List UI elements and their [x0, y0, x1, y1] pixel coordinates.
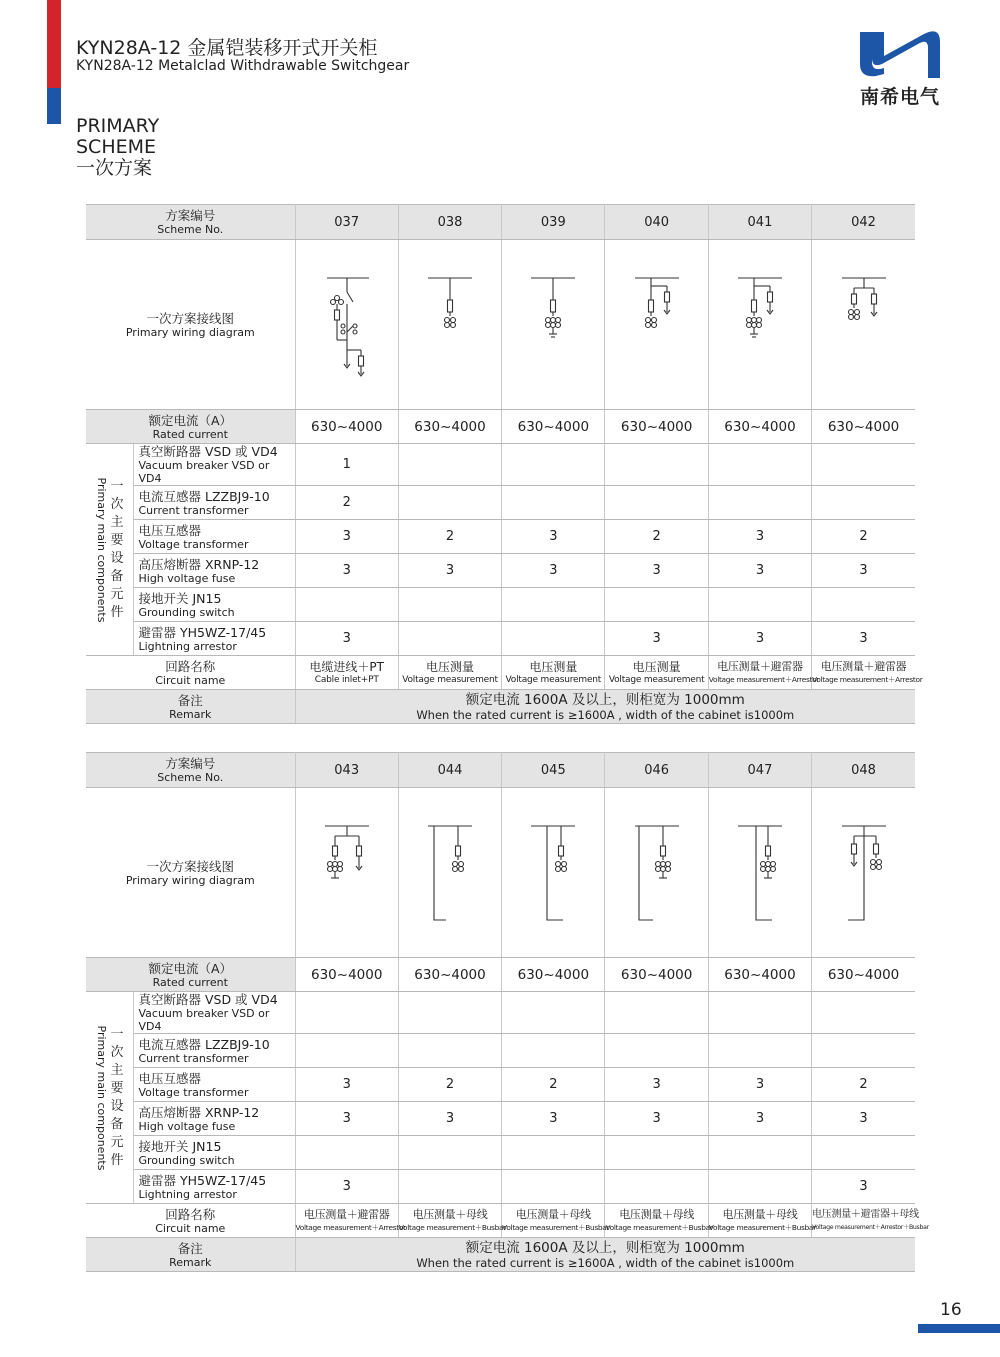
wiring-diagram-044	[398, 788, 501, 958]
scheme-no-cell: 043	[295, 753, 398, 788]
component-qty: 2	[398, 520, 501, 554]
component-qty	[605, 992, 708, 1034]
component-qty	[812, 588, 915, 622]
component-qty	[605, 1034, 708, 1068]
component-qty: 2	[502, 1068, 605, 1102]
rated-cell: 630~4000	[295, 958, 398, 992]
remark-row	[86, 690, 915, 724]
component-qty	[398, 1136, 501, 1170]
component-qty: 3	[812, 1170, 915, 1204]
component-qty	[708, 1170, 811, 1204]
rated-cell: 630~4000	[708, 958, 811, 992]
wiring-diagram-icon	[834, 270, 894, 380]
rated-cell: 630~4000	[398, 958, 501, 992]
page-number: 16	[940, 1300, 962, 1320]
component-qty: 3	[605, 1102, 708, 1136]
component-qty: 3	[398, 1102, 501, 1136]
component-label: 高压熔断器 XRNP-12 High voltage fuse	[133, 554, 295, 588]
component-qty	[812, 992, 915, 1034]
scheme-no-cell: 045	[502, 753, 605, 788]
scheme-no-cell: 038	[398, 205, 501, 240]
component-label: 电压互感器 Voltage transformer	[133, 520, 295, 554]
component-label: 接地开关 JN15 Grounding switch	[133, 1136, 295, 1170]
component-qty: 2	[295, 486, 398, 520]
component-qty: 3	[708, 520, 811, 554]
component-row	[86, 1136, 915, 1170]
component-qty: 3	[295, 1170, 398, 1204]
scheme-no-cell: 042	[812, 205, 915, 240]
component-qty: 3	[502, 1102, 605, 1136]
group-label-en: Primary main components	[95, 1025, 109, 1170]
circuit-row	[86, 656, 915, 690]
component-qty: 3	[295, 520, 398, 554]
wiring-diagram-icon	[730, 818, 790, 928]
component-qty	[398, 622, 501, 656]
component-qty: 3	[812, 1102, 915, 1136]
component-label: 高压熔断器 XRNP-12 High voltage fuse	[133, 1102, 295, 1136]
circuit-label: 回路名称 Circuit name	[86, 656, 295, 690]
wiring-diagram-icon	[523, 270, 583, 380]
circuit-name: 电压测量＋避雷器＋母线 Voltage measurement＋Arrestor＋Busbar	[812, 1204, 915, 1238]
component-qty: 2	[812, 1068, 915, 1102]
component-qty	[708, 1034, 811, 1068]
scheme-no-cell: 037	[295, 205, 398, 240]
wiring-diagram-047	[708, 788, 811, 958]
page-title-en: KYN28A-12 Metalclad Withdrawable Switchgear	[76, 58, 410, 74]
brand-logo	[854, 28, 946, 108]
component-qty	[295, 992, 398, 1034]
rated-cell: 630~4000	[605, 958, 708, 992]
component-row	[86, 1102, 915, 1136]
component-qty: 3	[708, 1068, 811, 1102]
component-qty: 1	[295, 444, 398, 486]
scheme-no-cell: 039	[502, 205, 605, 240]
accent-bar-red	[47, 0, 61, 88]
section-title	[76, 116, 159, 179]
component-qty	[605, 444, 708, 486]
wiring-diagram-icon	[420, 818, 480, 928]
scheme-no-cell: 048	[812, 753, 915, 788]
component-qty	[708, 588, 811, 622]
remark-row	[86, 1238, 915, 1272]
component-qty: 3	[708, 1102, 811, 1136]
component-qty	[605, 1170, 708, 1204]
rated-cell: 630~4000	[605, 410, 708, 444]
component-qty: 3	[605, 622, 708, 656]
scheme-no-row	[86, 753, 915, 788]
rated-cell: 630~4000	[812, 958, 915, 992]
component-label: 接地开关 JN15 Grounding switch	[133, 588, 295, 622]
component-qty	[502, 1034, 605, 1068]
component-row	[86, 444, 915, 486]
rated-row	[86, 958, 915, 992]
component-qty: 3	[502, 520, 605, 554]
circuit-name: 电压测量＋母线 Voltage measurement＋Busbar	[605, 1204, 708, 1238]
component-qty	[398, 1170, 501, 1204]
rated-cell: 630~4000	[812, 410, 915, 444]
wiring-diagram-icon	[627, 270, 687, 380]
rated-row	[86, 410, 915, 444]
wiring-diagram-046	[605, 788, 708, 958]
component-qty	[605, 486, 708, 520]
component-label: 真空断路器 VSD 或 VD4 Vacuum breaker VSD or VD4	[133, 992, 295, 1034]
component-qty	[605, 588, 708, 622]
component-qty: 2	[398, 1068, 501, 1102]
component-qty: 3	[295, 1102, 398, 1136]
wiring-diagram-040	[605, 240, 708, 410]
wiring-diagram-038	[398, 240, 501, 410]
logo-text: 南希电气	[859, 86, 940, 108]
wiring-diagram-icon	[730, 270, 790, 380]
component-qty	[708, 486, 811, 520]
component-label: 电压互感器 Voltage transformer	[133, 1068, 295, 1102]
component-label: 避雷器 YH5WZ-17/45 Lightning arrestor	[133, 622, 295, 656]
rated-cell: 630~4000	[502, 410, 605, 444]
wiring-diagram-043	[295, 788, 398, 958]
component-label: 真空断路器 VSD 或 VD4 Vacuum breaker VSD or VD4	[133, 444, 295, 486]
component-qty: 3	[295, 1068, 398, 1102]
component-qty	[295, 1136, 398, 1170]
wiring-diagram-icon	[834, 818, 894, 928]
wiring-label: 一次方案接线图 Primary wiring diagram	[86, 240, 295, 410]
component-qty	[398, 444, 501, 486]
component-qty: 3	[295, 554, 398, 588]
remark-text: 额定电流 1600A 及以上，则柜宽为 1000mm When the rated current is ≥1600A , width of the cabinet is1000m	[295, 690, 915, 724]
remark-text: 额定电流 1600A 及以上，则柜宽为 1000mm When the rated current is ≥1600A , width of the cabinet is1000m	[295, 1238, 915, 1272]
component-row	[86, 1068, 915, 1102]
component-qty	[398, 992, 501, 1034]
circuit-name: 电压测量＋母线 Voltage measurement＋Busbar	[398, 1204, 501, 1238]
component-qty: 3	[605, 1068, 708, 1102]
component-qty	[708, 992, 811, 1034]
wiring-diagram-048	[812, 788, 915, 958]
components-group-label	[86, 444, 133, 656]
component-qty	[812, 444, 915, 486]
group-label-cn: 一次主要设备元件	[110, 478, 124, 620]
component-qty: 3	[502, 554, 605, 588]
circuit-row	[86, 1204, 915, 1238]
component-label: 电流互感器 LZZBJ9-10 Current transformer	[133, 486, 295, 520]
component-qty	[502, 1136, 605, 1170]
component-qty	[708, 1136, 811, 1170]
wiring-diagram-icon	[523, 818, 583, 928]
component-qty: 3	[708, 554, 811, 588]
component-qty	[502, 444, 605, 486]
remark-label: 备注 Remark	[86, 1238, 295, 1272]
rated-cell: 630~4000	[398, 410, 501, 444]
wiring-diagram-icon	[317, 818, 377, 928]
component-row	[86, 992, 915, 1034]
wiring-row	[86, 240, 915, 410]
component-qty	[502, 486, 605, 520]
component-row	[86, 622, 915, 656]
rated-cell: 630~4000	[502, 958, 605, 992]
circuit-name: 电压测量＋避雷器 Voltage measurement＋Arrestor	[295, 1204, 398, 1238]
component-qty	[502, 622, 605, 656]
scheme-no-label: 方案编号 Scheme No.	[86, 753, 295, 788]
component-qty: 3	[605, 554, 708, 588]
component-qty	[295, 1034, 398, 1068]
wiring-diagram-045	[502, 788, 605, 958]
scheme-no-cell: 040	[605, 205, 708, 240]
rated-cell: 630~4000	[295, 410, 398, 444]
component-qty	[502, 1170, 605, 1204]
section-title-line3: 一次方案	[76, 157, 153, 179]
wiring-diagram-037	[295, 240, 398, 410]
scheme-no-label: 方案编号 Scheme No.	[86, 205, 295, 240]
component-qty	[398, 588, 501, 622]
wiring-row	[86, 788, 915, 958]
component-qty: 2	[605, 520, 708, 554]
component-qty	[295, 588, 398, 622]
component-qty	[812, 1034, 915, 1068]
scheme-table-2	[86, 752, 929, 1272]
wiring-diagram-icon	[627, 818, 687, 928]
circuit-name: 电压测量＋避雷器 Voltage measurement＋Arrestor	[708, 656, 811, 690]
group-label-cn: 一次主要设备元件	[110, 1026, 124, 1168]
wiring-diagram-icon	[420, 270, 480, 380]
page-accent-bar	[918, 1324, 1000, 1333]
component-row	[86, 520, 915, 554]
component-qty: 3	[708, 622, 811, 656]
section-title-line1: PRIMARY	[76, 115, 160, 137]
component-qty: 3	[812, 622, 915, 656]
wiring-diagram-042	[812, 240, 915, 410]
circuit-label: 回路名称 Circuit name	[86, 1204, 295, 1238]
component-qty	[398, 1034, 501, 1068]
component-qty	[398, 486, 501, 520]
scheme-no-cell: 046	[605, 753, 708, 788]
component-row	[86, 1170, 915, 1204]
page-title-cn: KYN28A-12 金属铠装移开式开关柜	[76, 37, 378, 59]
accent-bar-blue	[47, 88, 61, 124]
section-title-line2: SCHEME	[76, 136, 157, 158]
scheme-no-cell: 044	[398, 753, 501, 788]
component-qty: 3	[295, 622, 398, 656]
wiring-label: 一次方案接线图 Primary wiring diagram	[86, 788, 295, 958]
component-qty	[502, 588, 605, 622]
component-qty	[502, 992, 605, 1034]
rated-label: 额定电流（A） Rated current	[86, 958, 295, 992]
component-row	[86, 1034, 915, 1068]
circuit-name: 电压测量 Voltage measurement	[398, 656, 501, 690]
component-qty: 3	[398, 554, 501, 588]
remark-label: 备注 Remark	[86, 690, 295, 724]
circuit-name: 电压测量 Voltage measurement	[605, 656, 708, 690]
components-group-label	[86, 992, 133, 1204]
circuit-name: 电压测量＋母线 Voltage measurement＋Busbar	[502, 1204, 605, 1238]
wiring-diagram-icon	[317, 270, 377, 380]
component-label: 避雷器 YH5WZ-17/45 Lightning arrestor	[133, 1170, 295, 1204]
scheme-no-row	[86, 205, 915, 240]
scheme-no-cell: 041	[708, 205, 811, 240]
component-qty	[708, 444, 811, 486]
circuit-name: 电缆进线＋PT Cable inlet+PT	[295, 656, 398, 690]
circuit-name: 电压测量＋避雷器 Voltage measurement＋Arrestor	[812, 656, 915, 690]
wiring-diagram-039	[502, 240, 605, 410]
component-label: 电流互感器 LZZBJ9-10 Current transformer	[133, 1034, 295, 1068]
component-qty	[812, 1136, 915, 1170]
circuit-name: 电压测量 Voltage measurement	[502, 656, 605, 690]
component-row	[86, 588, 915, 622]
component-qty	[605, 1136, 708, 1170]
wiring-diagram-041	[708, 240, 811, 410]
rated-label: 额定电流（A） Rated current	[86, 410, 295, 444]
circuit-name: 电压测量＋母线 Voltage measurement＋Busbar	[708, 1204, 811, 1238]
component-qty: 3	[812, 554, 915, 588]
logo-mark-icon	[854, 28, 946, 80]
component-qty: 2	[812, 520, 915, 554]
scheme-table-1	[86, 204, 923, 724]
rated-cell: 630~4000	[708, 410, 811, 444]
component-qty	[812, 486, 915, 520]
component-row	[86, 554, 915, 588]
component-row	[86, 486, 915, 520]
scheme-no-cell: 047	[708, 753, 811, 788]
group-label-en: Primary main components	[95, 477, 109, 622]
